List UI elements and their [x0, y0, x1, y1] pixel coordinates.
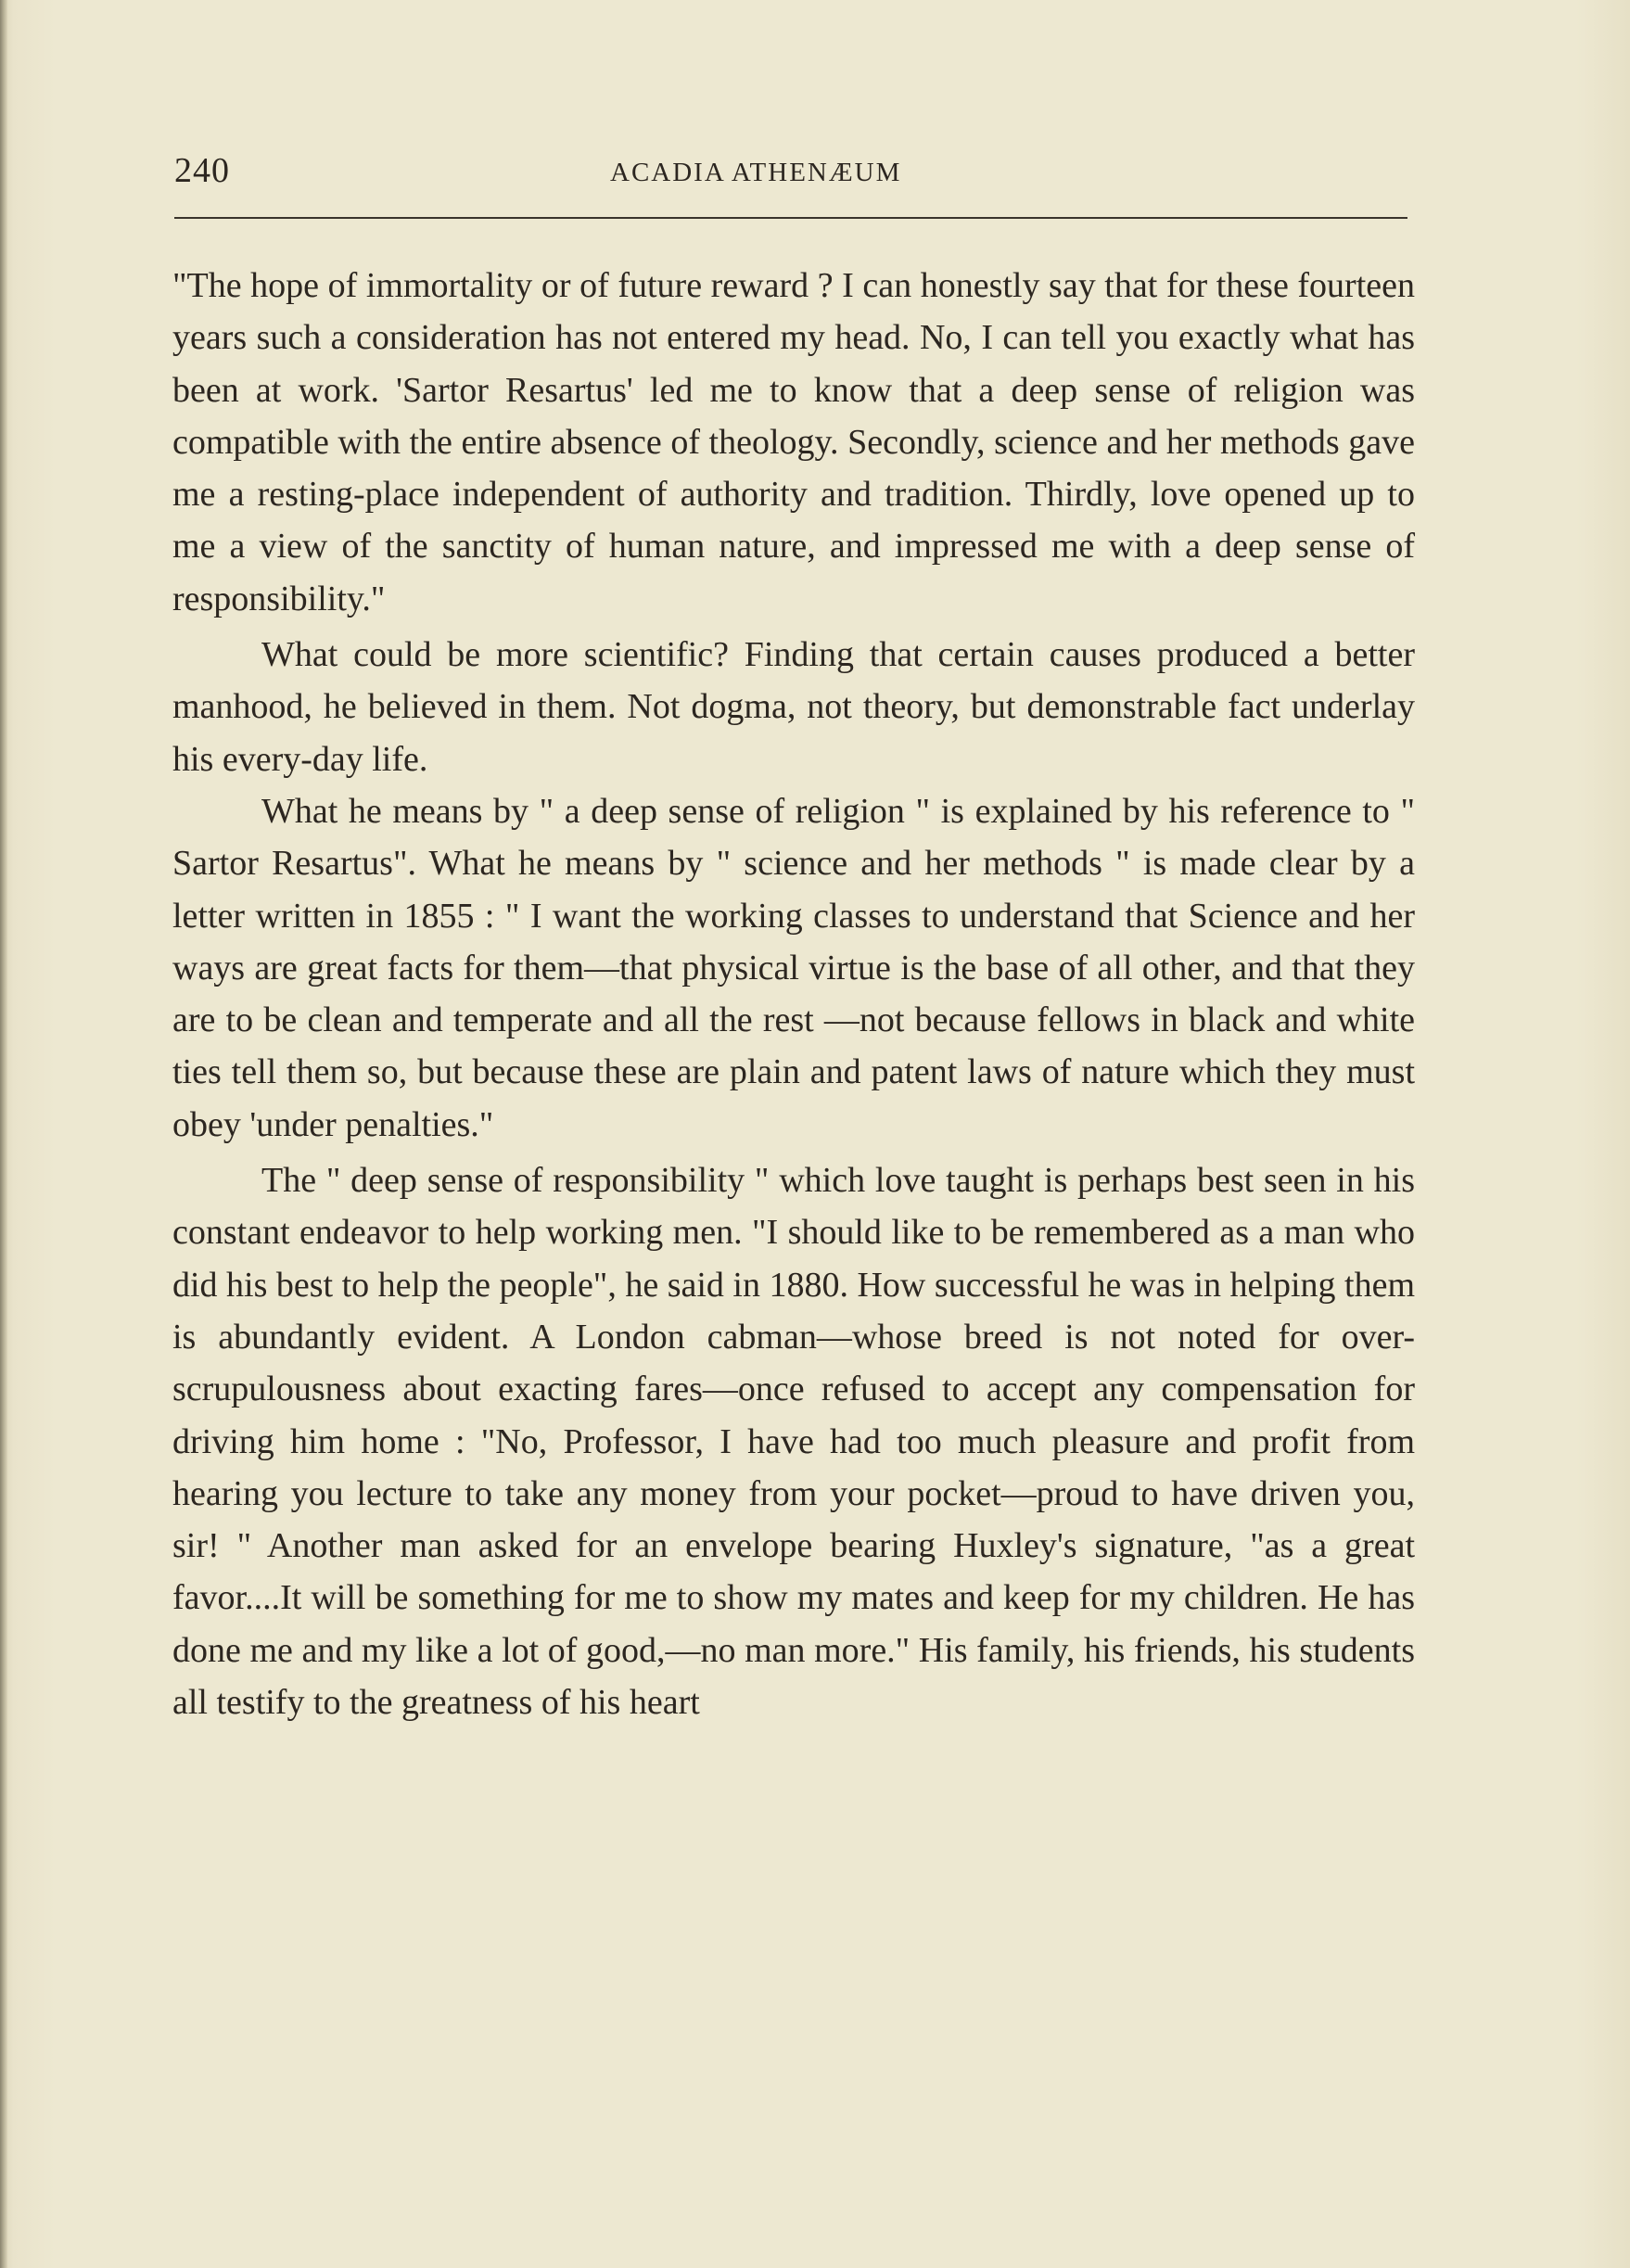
- page-number: 240: [174, 151, 230, 190]
- page-header: [174, 150, 1407, 197]
- paragraph-responsibility: The " deep sense of responsibility " which love taught is perhaps best seen in his constant endeavor to help working men. "I should like to be remembered as a man who did his best to help the people", he said in 1880. How successful he was in helping them is abundantly evident. A London cabman—whose breed is not noted for over-scrupulousness about exacting fares—once refused to accept any compensation for driving him home : "No, Professor, I have had too much pleasure and profit from hearing you lecture to take any money from your pocket—proud to have driven you, sir! " Another man asked for an envelope bearing Huxley's signature, "as a great favor....It will be something for me to show my mates and keep for my children. He has done me and my like a lot of good,—no man more." His family, his friends, his students all testify to the greatness of his heart: [172, 1161, 1416, 1723]
- header-rule: [174, 217, 1407, 219]
- running-title: ACADIA ATHENÆUM: [610, 158, 902, 187]
- paragraph-religion: What he means by " a deep sense of religion " is explained by his reference to " Sartor Resartus". What he means by " science and her methods " is made clear by a letter written in 1855 : " I want the working classes to understand that Science and her ways are great facts for them—that physical virtue is the base of all other, and that they are to be clean and temperate and all the rest —not because fellows in black and white ties tell them so, but because these are plain and patent laws of nature which they must obey 'under penalties.": [172, 791, 1415, 1144]
- paragraph-quote: "The hope of immortality or of future reward ? I can honestly say that for these fourteen years such a consideration has not entered my head. No, I can tell you exactly what has been at work. 'Sartor Resartus' led me to know that a deep sense of religion was compatible with the entire absence of theology. Secondly, science and her methods gave me a resting-place independent of authority and tradition. Thirdly, love opened up to me a view of the sanctity of human nature, and impressed me with a deep sense of responsibility.": [172, 266, 1415, 618]
- body-text: [172, 260, 1415, 1728]
- paragraph-scientific: What could be more scientific? Finding that certain causes produced a better manhood, he believed in them. Not dogma, not theory, but demonstrable fact underlay his every-day life.: [172, 635, 1415, 779]
- page-spine-edge: [0, 0, 7, 2268]
